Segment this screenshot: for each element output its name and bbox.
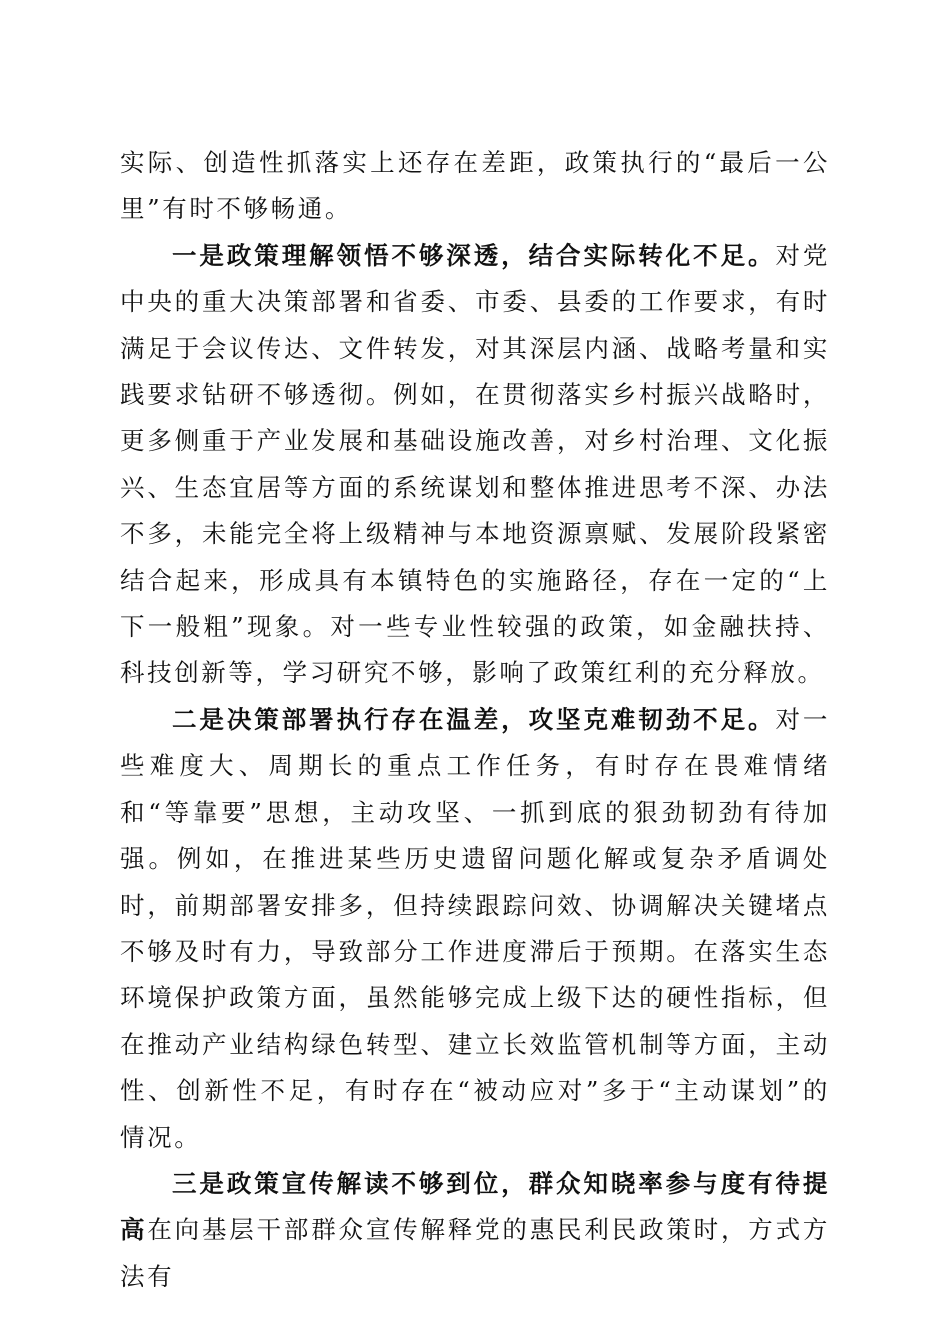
document-page xyxy=(120,140,830,1300)
paragraph-continuation xyxy=(120,140,830,233)
paragraph-body: 实际、创造性抓落实上还存在差距，政策执行的“最后一公里”有时不够畅通。 xyxy=(120,148,830,224)
paragraph-point-one xyxy=(120,233,830,697)
paragraph-body: 对党中央的重大决策部署和省委、市委、县委的工作要求，有时满足于会议传达、文件转发，对其深层内涵、战略考量和实践要求钻研不够透彻。例如，在贯彻落实乡村振兴战略时，更多侧重于产业发展和基础设施改善，对乡村治理、文化振兴、生态宜居等方面的系统谋划和整体推进思考不深、办法不多，未能完全将上级精神与本地资源禀赋、发展阶段紧密结合起来，形成具有本镇特色的实施路径，存在一定的“上下一般粗”现象。对一些专业性较强的政策，如金融扶持、科技创新等，学习研究不够，影响了政策红利的充分释放。 xyxy=(120,240,830,688)
paragraph-body: 对一些难度大、周期长的重点工作任务，有时存在畏难情绪和“等靠要”思想，主动攻坚、一抓到底的狠劲韧劲有待加强。例如，在推进某些历史遗留问题化解或复杂矛盾调处时，前期部署安排多，但持续跟踪问效、协调解决关键堵点不够及时有力，导致部分工作进度滞后于预期。在落实生态环境保护政策方面，虽然能够完成上级下达的硬性指标，但在推动产业结构绿色转型、建立长效监管机制等方面，主动性、创新性不足，有时存在“被动应对”多于“主动谋划”的情况。 xyxy=(120,704,830,1152)
paragraph-heading: 三是政策宣传解读不够到位，群众知晓率参与度有待提高 xyxy=(120,1168,830,1245)
paragraph-heading: 一是政策理解领悟不够深透，结合实际转化不足。 xyxy=(172,240,776,270)
paragraph-point-two xyxy=(120,697,830,1161)
paragraph-point-three xyxy=(120,1161,830,1300)
paragraph-heading: 二是决策部署执行存在温差，攻坚克难韧劲不足。 xyxy=(172,704,776,734)
paragraph-body: 在向基层干部群众宣传解释党的惠民利民政策时，方式方法有 xyxy=(120,1215,831,1291)
